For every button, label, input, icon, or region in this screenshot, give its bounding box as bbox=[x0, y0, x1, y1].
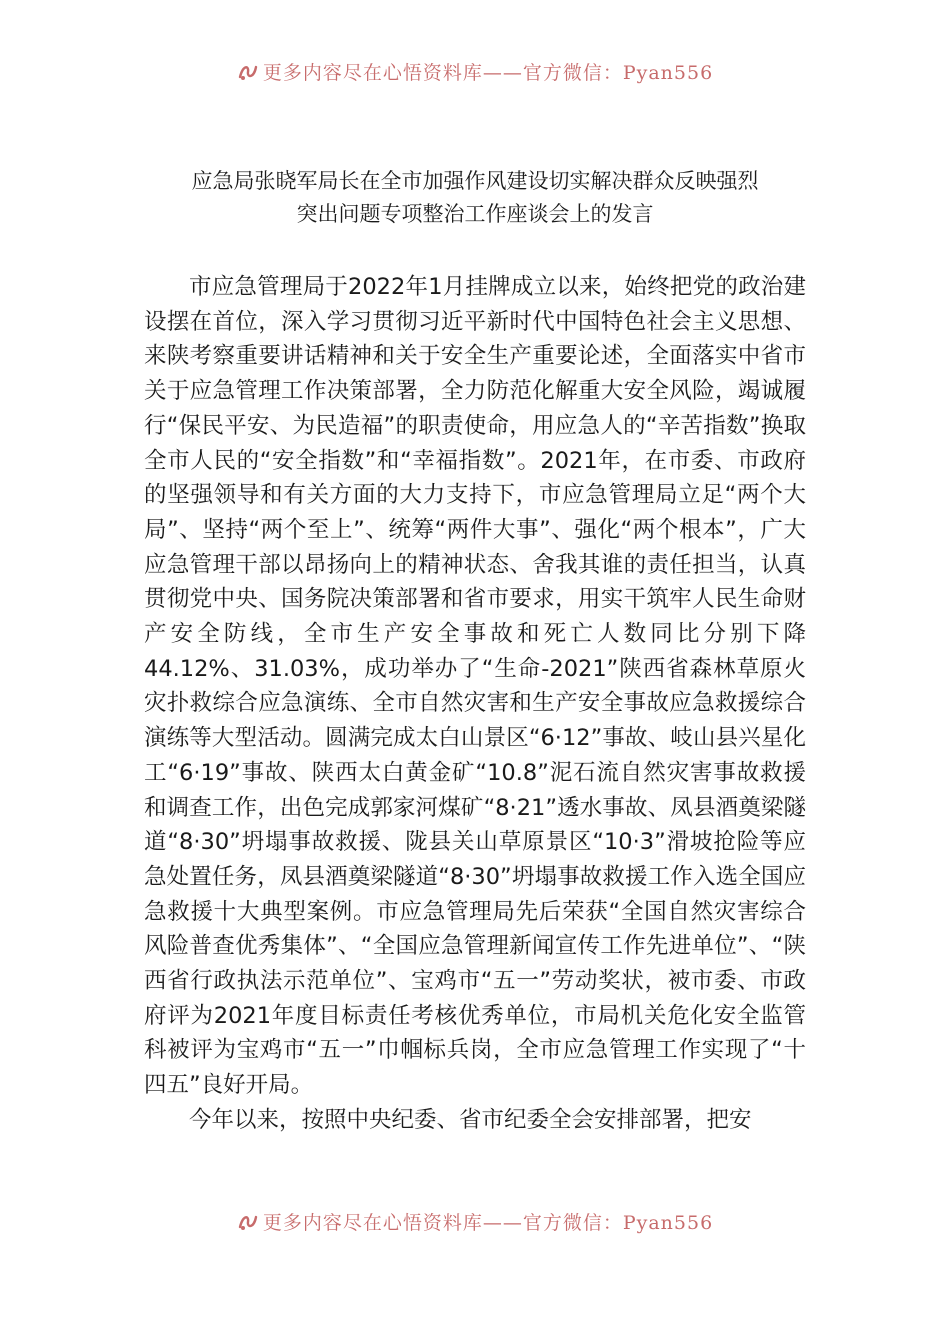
paragraph-2: 今年以来，按照中央纪委、省市纪委全会安排部署，把安 bbox=[189, 1106, 752, 1133]
brand-logo-icon bbox=[237, 1213, 259, 1231]
header-watermark bbox=[0, 58, 950, 84]
footer-watermark bbox=[0, 1208, 950, 1234]
header-watermark-text: 更多内容尽在心悟资料库——官方微信：Pyan556 bbox=[262, 62, 714, 84]
title-line-2: 突出问题专项整治工作座谈会上的发言 bbox=[296, 202, 654, 226]
document-body bbox=[144, 270, 806, 1138]
paragraph-1: 市应急管理局于2022年1月挂牌成立以来，始终把党的政治建设摆在首位，深入学习贯彻习近平新时代中国特色社会主义思想、来陕考察重要讲话精神和关于安全生产重要论述，全面落实中省市关于应急管理工作决策部署，全力防范化解重大安全风险，竭诚履行“保民平安、为民造福”的职责使命，用应急人的“辛苦指数”换取全市人民的“安全指数”和“幸福指数”。2021年，在市委、市政府的坚强领导和有关方面的大力支持下，市应急管理局立足“两个大局”、坚持“两个至上”、统筹“两件大事”、强化“两个根本”，广大应急管理干部以昂扬向上的精神状态、舍我其谁的责任担当，认真贯彻党中央、国务院决策部署和省市要求，用实干筑牢人民生命财产安全防线，全市生产安全事故和死亡人数同比分别下降44.12%、31.03%，成功举办了“生命-2021”陕西省森林草原火灾扑救综合应急演练、全市自然灾害和生产安全事故应急救援综合演练等大型活动。圆满完成太白山景区“6·12”事故、岐山县兴星化工“6·19”事故、陕西太白黄金矿“10.8”泥石流自然灾害事故救援和调查工作，出色完成郭家河煤矿“8·21”透水事故、凤县酒奠梁隧道“8·30”坍塌事故救援、陇县关山草原景区“10·3”滑坡抢险等应急处置任务，凤县酒奠梁隧道“8·30”坍塌事故救援工作入选全国应急救援十大典型案例。市应急管理局先后荣获“全国自然灾害综合风险普查优秀集体”、“全国应急管理新闻宣传工作先进单位”、“陕西省行政执法示范单位”、宝鸡市“五一”劳动奖状，被市委、市政府评为2021年度目标责任考核优秀单位，市局机关危化安全监管科被评为宝鸡市“五一”巾帼标兵岗，全市应急管理工作实现了“十四五”良好开局。 bbox=[144, 274, 806, 1099]
title-line-1: 应急局张晓军局长在全市加强作风建设切实解决群众反映强烈 bbox=[191, 169, 759, 193]
footer-watermark-text: 更多内容尽在心悟资料库——官方微信：Pyan556 bbox=[262, 1212, 714, 1234]
document-title bbox=[100, 165, 850, 231]
brand-logo-icon bbox=[237, 63, 259, 81]
